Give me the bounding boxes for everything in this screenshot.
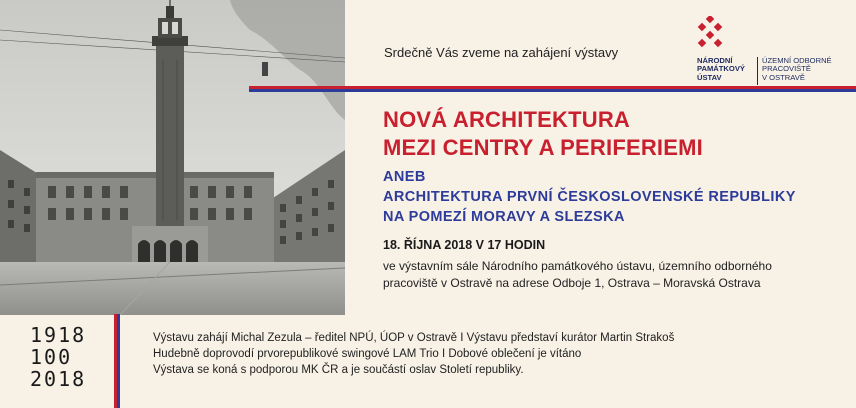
note-line: Hudebně doprovodí prvorepublikové swingové LAM Trio I Dobové oblečení je vítáno [153,348,582,360]
logo-department [762,57,846,82]
note-line: Výstavu zahájí Michal Zezula – ředitel NPÚ, ÚOP v Ostravě I Výstavu představí kurátor Martin Strakoš [153,332,675,344]
title-line: MEZI CENTRY A PERIFERIEMI [383,135,703,160]
npu-logo-mark-icon [695,16,727,50]
year-line: 100 [30,345,73,369]
logo-name-line: NÁRODNÍ [697,56,733,65]
subtitle-line: NA POMEZÍ MORAVY A SLEZSKA [383,209,625,225]
year-line: 2018 [30,367,87,391]
event-date: 18. ŘÍJNA 2018 V 17 HODIN [383,238,546,252]
logo-name-line: ÚSTAV [697,72,722,82]
venue-line: pracoviště v Ostravě na adrese Odboje 1, Ostrava – Moravská Ostrava [383,276,761,290]
town-hall-photo [0,0,345,315]
logo-dept-line: PRACOVIŠTĚ [762,64,811,74]
invitation-text: Srdečně Vás zveme na zahájení výstavy [384,45,619,60]
subtitle-line: ARCHITEKTURA PRVNÍ ČESKOSLOVENSKÉ REPUBLIKY [383,189,796,205]
anniversary-years [30,324,86,390]
subtitle-line: ANEB [383,169,426,185]
vertical-bar-blue [117,314,120,408]
logo-dept-line: ÚZEMNÍ ODBORNÉ [762,56,832,65]
note-line: Výstava se koná s podporou MK ČR a je součástí oslav Století republiky. [153,364,524,376]
logo-divider [757,57,758,85]
logo-institution-name [697,57,755,82]
logo-dept-line: V OSTRAVĚ [762,72,805,82]
year-line: 1918 [30,323,87,347]
logo-name-line: PAMÁTKOVÝ [697,64,745,74]
venue-line: ve výstavním sále Národního památkového ústavu, územního odborného [383,259,772,273]
exhibition-title [383,106,703,162]
event-venue [383,258,853,292]
exhibition-subtitle [383,167,796,227]
event-notes [153,330,833,378]
npu-logo [695,16,845,86]
title-line: NOVÁ ARCHITEKTURA [383,107,631,132]
rule-blue [249,89,856,92]
